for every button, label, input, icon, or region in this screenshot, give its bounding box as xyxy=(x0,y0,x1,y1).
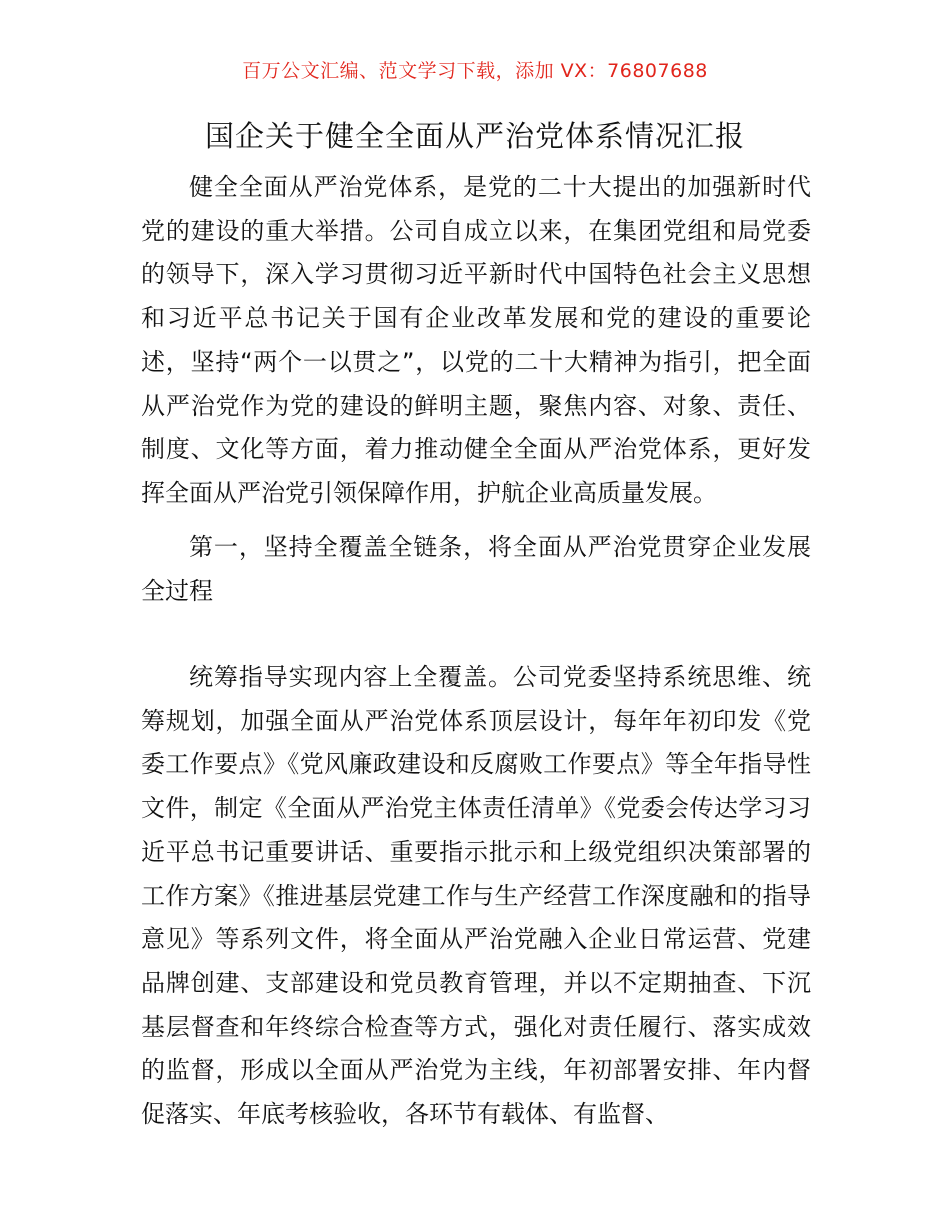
document-title: 国企关于健全全面从严治党体系情况汇报 xyxy=(204,119,745,153)
header-banner: 百万公文汇编、范文学习下载，添加 VX：76807688 xyxy=(242,60,708,82)
paragraph-section-heading: 第一，坚持全覆盖全链条，将全面从严治党贯穿企业发展全过程 xyxy=(141,533,811,605)
paragraph-body: 统筹指导实现内容上全覆盖。公司党委坚持系统思维、统筹规划，加强全面从严治党体系顶层设计，每年年初印发《党委工作要点》《党风廉政建设和反腐败工作要点》等全年指导性文件，制定《全面从严治党主体责任清单》《党委会传达学习习近平总书记重要讲话、重要指示批示和上级党组织决策部署的工作方案》《推进基层党建工作与生产经营工作深度融和的指导意见》等系列文件，将全面从严治党融入企业日常运营、党建品牌创建、支部建设和党员教育管理，并以不定期抽查、下沉基层督查和年终综合检查等方式，强化对责任履行、落实成效的监督，形成以全面从严治党为主线，年初部署安排、年内督促落实、年底考核验收，各环节有载体、有监督、 xyxy=(141,663,811,1129)
paragraph-intro: 健全全面从严治党体系，是党的二十大提出的加强新时代党的建设的重大举措。公司自成立以来，在集团党组和局党委的领导下，深入学习贯彻习近平新时代中国特色社会主义思想和习近平总书记关于国有企业改革发展和党的建设的重要论述，坚持“两个一以贯之”，以党的二十大精神为指引，把全面从严治党作为党的建设的鲜明主题，聚焦内容、对象、责任、制度、文化等方面，着力推动健全全面从严治党体系，更好发挥全面从严治党引领保障作用，护航企业高质量发展。 xyxy=(141,173,811,507)
